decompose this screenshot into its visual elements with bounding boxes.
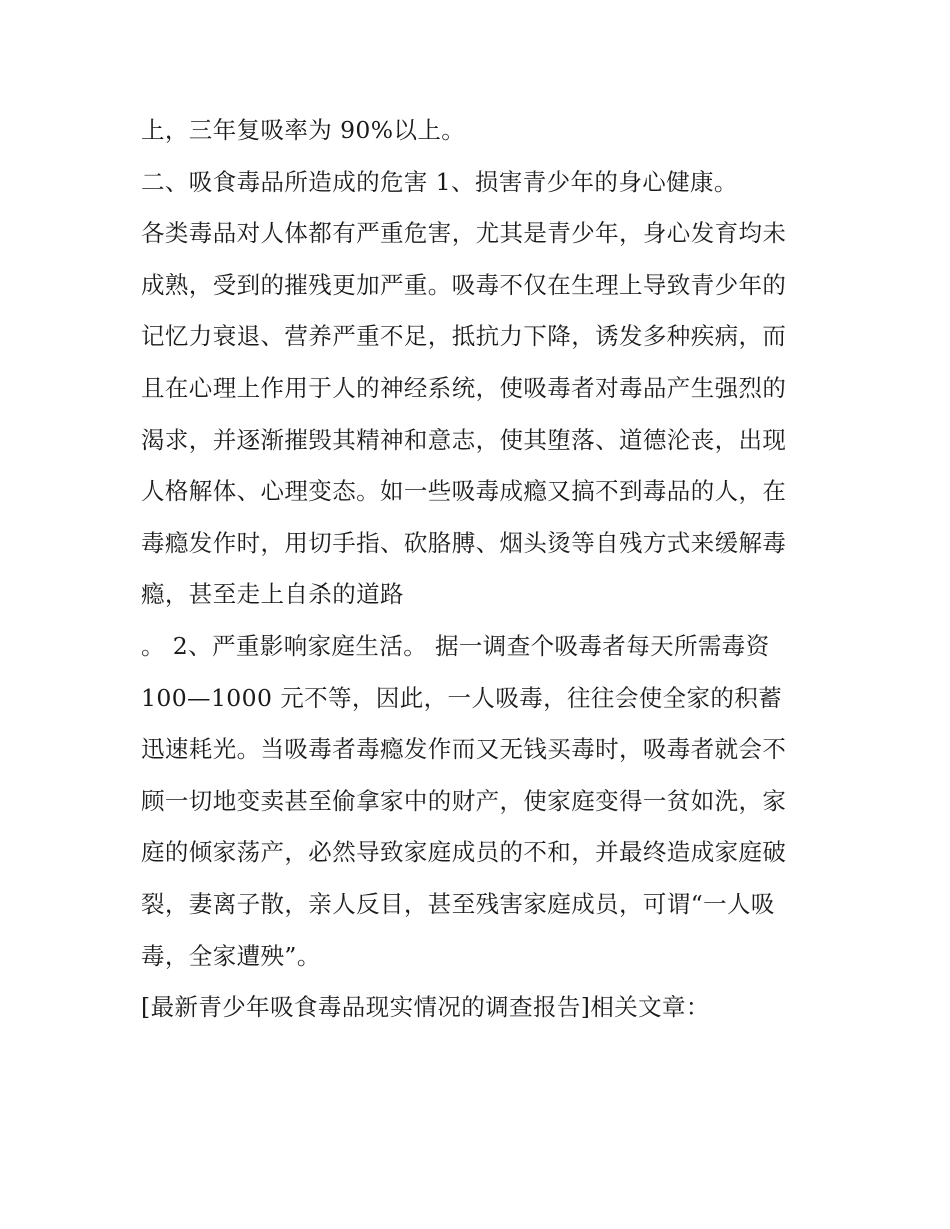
text-line: 100—1000 元不等，因此，一人吸毒，往往会使全家的积蓄 — [141, 683, 783, 712]
text-line: 庭的倾家荡产，必然导致家庭成员的不和，并最终造成家庭破 — [141, 838, 787, 867]
text-line: 各类毒品对人体都有严重危害，尤其是青少年，身心发育均未 — [141, 219, 787, 248]
text-line: 顾一切地变卖甚至偷拿家中的财产，使家庭变得一贫如洗，家 — [141, 786, 787, 815]
section-heading: 二、吸食毒品所造成的危害 1、损害青少年的身心健康。 — [141, 167, 738, 196]
text-line: 记忆力衰退、营养严重不足，抵抗力下降，诱发多种疾病，而 — [141, 322, 787, 351]
text-line: 。 2、严重影响家庭生活。 据一调查个吸毒者每天所需毒资 — [141, 631, 770, 660]
text-line: 迅速耗光。当吸毒者毒瘾发作而又无钱买毒时，吸毒者就会不 — [141, 735, 787, 764]
text-line: 上，三年复吸率为 90%以上。 — [141, 116, 466, 144]
text-line: 渴求，并逐渐摧毁其精神和意志，使其堕落、道德沦丧，出现 — [141, 425, 787, 454]
related-articles-heading: [最新青少年吸食毒品现实情况的调查报告]相关文章： — [141, 993, 710, 1022]
text-line: 且在心理上作用于人的神经系统，使吸毒者对毒品产生强烈的 — [141, 373, 787, 402]
body-text — [141, 110, 821, 1039]
text-line: 毒，全家遭殃”。 — [141, 941, 321, 970]
text-line: 成熟，受到的摧残更加严重。吸毒不仅在生理上导致青少年的 — [141, 270, 787, 299]
text-line: 裂，妻离子散，亲人反目，甚至残害家庭成员，可谓“一人吸 — [141, 889, 775, 918]
text-line: 毒瘾发作时，用切手指、砍胳膊、烟头烫等自残方式来缓解毒 — [141, 528, 787, 557]
text-line: 人格解体、心理变态。如一些吸毒成瘾又搞不到毒品的人，在 — [141, 477, 787, 506]
text-line: 瘾，甚至走上自杀的道路 — [141, 580, 404, 609]
